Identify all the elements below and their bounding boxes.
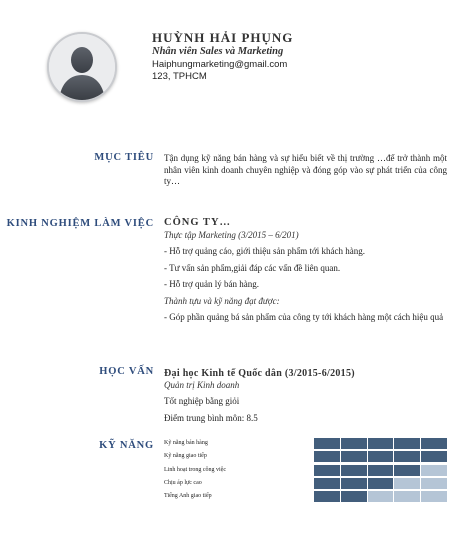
skill-segment-filled — [421, 438, 447, 449]
company-name: CÔNG TY… — [164, 217, 232, 228]
skill-segment-filled — [368, 451, 394, 462]
skill-level-bar — [314, 491, 447, 502]
skill-label: Kỹ năng bán hàng — [164, 440, 208, 446]
skill-segment-filled — [341, 491, 367, 502]
job-role: Thực tập Marketing (3/2015 – 6/201) — [164, 229, 299, 240]
skill-label: Kỹ năng giao tiếp — [164, 453, 207, 460]
skill-segment-filled — [341, 451, 367, 462]
skill-row — [164, 438, 448, 449]
section-title-objective: MỤC TIÊU — [94, 152, 154, 163]
duty-item: - Hỗ trợ quảng cáo, giới thiệu sản phẩm tới khách hàng. — [164, 246, 365, 256]
skill-segment-filled — [341, 478, 367, 489]
skill-segment-filled — [314, 465, 340, 476]
skill-segment-empty — [394, 478, 420, 489]
skill-segment-filled — [368, 478, 394, 489]
skill-segment-filled — [341, 465, 367, 476]
section-title-skills: KỸ NĂNG — [99, 440, 154, 451]
skill-segment-filled — [368, 438, 394, 449]
address: 123, TPHCM — [152, 71, 207, 82]
skill-segment-filled — [314, 478, 340, 489]
skill-segment-empty — [421, 491, 447, 502]
skill-segment-filled — [421, 451, 447, 462]
skill-segment-filled — [314, 438, 340, 449]
university-name: Đại học Kinh tế Quốc dân (3/2015-6/2015) — [164, 368, 355, 379]
skill-level-bar — [314, 438, 447, 449]
skill-level-bar — [314, 478, 447, 489]
job-title: Nhân viên Sales và Marketing — [152, 46, 284, 57]
duty-item: - Tư vấn sản phẩm,giải đáp các vấn đề liên quan. — [164, 262, 341, 273]
skill-row — [164, 465, 448, 476]
skill-segment-empty — [421, 478, 447, 489]
education-section — [164, 368, 447, 424]
duty-item: - Hỗ trợ quản lý bán hàng. — [164, 279, 259, 289]
skill-segment-filled — [394, 465, 420, 476]
experience-section — [164, 217, 447, 324]
person-name: HUỲNH HẢI PHỤNG — [152, 30, 294, 45]
education-gpa: Điểm trung bình môn: 8.5 — [164, 412, 258, 423]
avatar — [47, 32, 117, 102]
objective-text: Tận dụng kỹ năng bán hàng và sự hiểu biết về thị trường …để trở thành một nhân viên kinh doanh chuyên nghiệp và đóng góp vào sự phát triển của công ty… — [164, 153, 447, 186]
email[interactable]: Haiphungmarketing@gmail.com — [152, 59, 288, 70]
section-title-experience: KINH NGHIỆM LÀM VIỆC — [6, 218, 154, 229]
skill-label: Linh hoạt trong công việc — [164, 466, 226, 473]
skill-segment-filled — [314, 451, 340, 462]
skill-level-bar — [314, 465, 447, 476]
achievements-title: Thành tựu và kỹ năng đạt được: — [164, 295, 280, 306]
skill-segment-filled — [314, 491, 340, 502]
skill-segment-filled — [341, 438, 367, 449]
skill-label: Tiếng Anh giao tiếp — [164, 493, 212, 500]
section-title-education: HỌC VẤN — [99, 366, 154, 377]
skill-row — [164, 478, 448, 489]
skill-segment-filled — [394, 438, 420, 449]
achievement-item: - Góp phần quảng bá sản phẩm của công ty tới khách hàng một cách hiệu quả — [164, 312, 444, 322]
skill-row — [164, 451, 448, 462]
major: Quản trị Kinh doanh — [164, 379, 240, 390]
skill-segment-empty — [368, 491, 394, 502]
skill-segment-empty — [394, 491, 420, 502]
skills-list — [164, 438, 448, 504]
skill-row — [164, 491, 448, 502]
skill-segment-filled — [394, 451, 420, 462]
skill-segment-filled — [368, 465, 394, 476]
skill-label: Chịu áp lực cao — [164, 479, 202, 486]
education-result: Tốt nghiệp bằng giỏi — [164, 396, 240, 406]
skill-segment-empty — [421, 465, 447, 476]
skill-level-bar — [314, 451, 447, 462]
person-silhouette-icon — [49, 34, 115, 100]
